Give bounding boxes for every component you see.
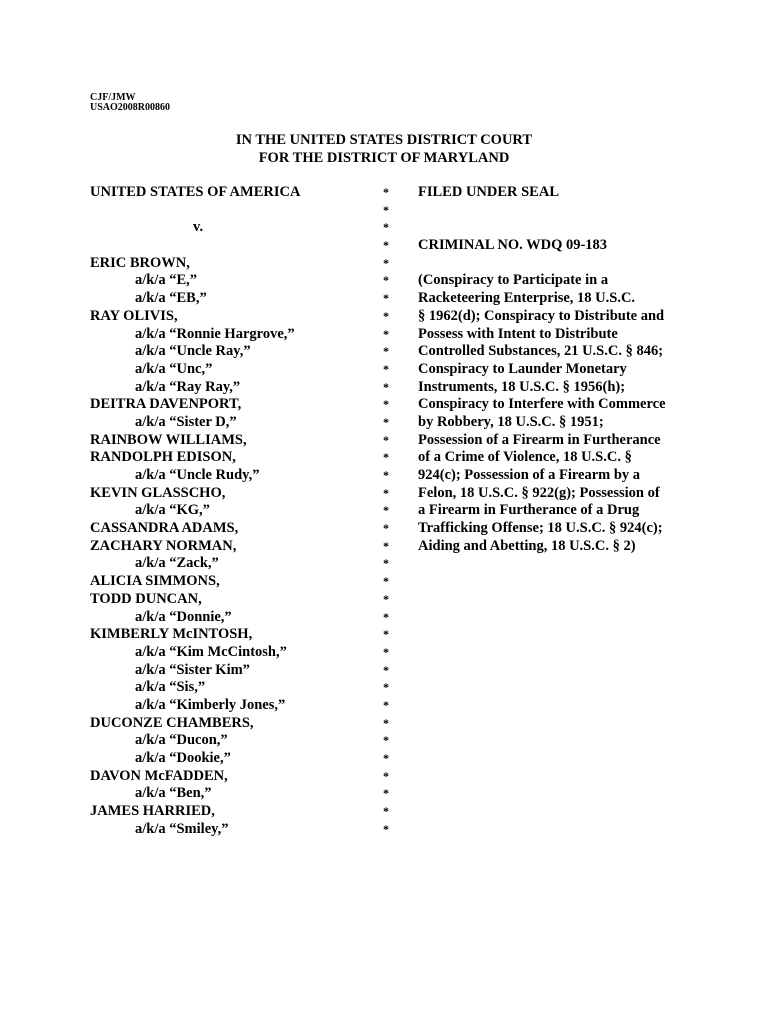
case-info-column [418, 184, 718, 555]
blank-line [418, 255, 718, 273]
party-alias: a/k/a “Zack,” [135, 555, 219, 572]
party-name: DAVON McFADDEN, [90, 767, 228, 784]
party-name: ALICIA SIMMONS, [90, 573, 220, 590]
asterisk-mark: * [383, 574, 389, 589]
party-name: RAINBOW WILLIAMS, [90, 431, 247, 448]
versus-label: v. [193, 219, 204, 236]
charges-line: Conspiracy to Launder Monetary [418, 360, 627, 377]
court-header [0, 132, 768, 167]
criminal-case-number: CRIMINAL NO. WDQ 09-183 [418, 237, 608, 254]
asterisk-mark: * [383, 273, 389, 288]
party-alias: a/k/a “Ronnie Hargrove,” [135, 325, 295, 342]
asterisk-mark: * [383, 344, 389, 359]
charges-line: § 1962(d); Conspiracy to Distribute and [418, 307, 665, 324]
party-alias: a/k/a “Uncle Ray,” [135, 343, 251, 360]
charges-line: Possession of a Firearm in Furtherance [418, 431, 661, 448]
asterisk-mark: * [383, 468, 389, 482]
asterisk-mark: * [383, 291, 389, 306]
party-alias: a/k/a “Donnie,” [135, 608, 232, 625]
party-name: RAY OLIVIS, [90, 307, 178, 324]
party-alias: a/k/a “KG,” [135, 502, 210, 519]
asterisk-mark: * [383, 414, 389, 429]
party-name: ERIC BROWN, [90, 254, 190, 271]
asterisk-mark: * [383, 733, 389, 748]
asterisk-mark: * [383, 786, 389, 801]
asterisk-mark: * [383, 627, 389, 642]
parties-column [90, 184, 375, 838]
asterisk-mark: * [383, 521, 389, 536]
party-alias: a/k/a “EB,” [135, 290, 207, 307]
asterisk-mark: * [383, 715, 389, 730]
party-alias: a/k/a “Unc,” [135, 360, 213, 377]
charges-line: of a Crime of Violence, 18 U.S.C. § [418, 449, 632, 466]
asterisk-mark: * [383, 220, 389, 235]
asterisk-mark: * [383, 609, 389, 624]
party-alias: a/k/a “Smiley,” [135, 820, 229, 837]
party-name: JAMES HARRIED, [90, 803, 215, 820]
party-alias: a/k/a “Ben,” [135, 785, 212, 802]
asterisk-mark: * [383, 768, 389, 783]
party-alias: a/k/a “Kim McCintosh,” [135, 643, 287, 660]
party-alias: a/k/a “Kimberly Jones,” [135, 696, 286, 713]
party-name: KIMBERLY McINTOSH, [90, 626, 253, 643]
asterisk-mark: * [383, 202, 389, 217]
charges-line: Trafficking Offense; 18 U.S.C. § 924(c); [418, 520, 663, 537]
asterisk-mark: * [383, 397, 389, 412]
party-name: DUCONZE CHAMBERS, [90, 714, 254, 731]
asterisk-mark: * [383, 697, 389, 712]
charges-line: Controlled Substances, 21 U.S.C. § 846; [418, 343, 664, 360]
asterisk-mark: * [383, 308, 389, 323]
asterisk-mark: * [383, 450, 389, 465]
party-alias: a/k/a “E,” [135, 272, 198, 289]
asterisk-mark: * [383, 680, 389, 695]
party-alias: a/k/a “Ray Ray,” [135, 378, 241, 395]
asterisk-mark: * [383, 185, 389, 199]
charges-line: Possess with Intent to Distribute [418, 325, 618, 342]
party-name: DEITRA DAVENPORT, [90, 396, 242, 413]
charges-line: Aiding and Abetting, 18 U.S.C. § 2) [418, 537, 636, 554]
asterisk-mark: * [383, 821, 389, 836]
charges-line: Conspiracy to Interfere with Commerce [418, 396, 666, 413]
asterisk-mark: * [383, 255, 389, 270]
party-name: TODD DUNCAN, [90, 590, 202, 607]
party-name: ZACHARY NORMAN, [90, 537, 237, 554]
asterisk-mark: * [383, 238, 389, 253]
party-alias: a/k/a “Ducon,” [135, 732, 228, 749]
blank-line [418, 202, 718, 220]
asterisk-mark: * [383, 538, 389, 553]
charges-line: Felon, 18 U.S.C. § 922(g); Possession of [418, 484, 660, 501]
party-alias: a/k/a “Sis,” [135, 679, 206, 696]
blank-line [90, 237, 375, 255]
charges-line: by Robbery, 18 U.S.C. § 1951; [418, 413, 604, 430]
attorney-initials: CJF/JMW [90, 92, 136, 103]
court-district: FOR THE DISTRICT OF MARYLAND [258, 149, 510, 166]
asterisk-mark: * [383, 591, 389, 606]
asterisk-mark: * [383, 503, 389, 518]
charges-line: Instruments, 18 U.S.C. § 1956(h); [418, 378, 626, 395]
blank-line [418, 219, 718, 237]
asterisk-mark: * [383, 361, 389, 376]
asterisk-mark: * [383, 644, 389, 659]
charges-line: a Firearm in Furtherance of a Drug [418, 502, 640, 519]
charges-line: Racketeering Enterprise, 18 U.S.C. [418, 290, 636, 307]
asterisk-mark: * [383, 804, 389, 819]
asterisk-mark: * [383, 662, 389, 677]
charges-line: (Conspiracy to Participate in a [418, 272, 609, 289]
usao-number: USAO2008R00860 [90, 102, 171, 113]
court-name: IN THE UNITED STATES DISTRICT COURT [235, 132, 533, 148]
asterisk-mark: * [383, 432, 389, 447]
party-alias: a/k/a “Dookie,” [135, 750, 231, 766]
party-name: KEVIN GLASSCHO, [90, 484, 226, 501]
file-reference-codes [90, 93, 170, 113]
charges-line: 924(c); Possession of a Firearm by a [418, 467, 641, 483]
party-alias: a/k/a “Sister D,” [135, 413, 237, 430]
party-name: RANDOLPH EDISON, [90, 449, 236, 466]
asterisk-mark: * [383, 379, 389, 394]
asterisk-mark: * [383, 751, 389, 765]
asterisk-divider [383, 184, 395, 838]
party-alias: a/k/a “Uncle Rudy,” [135, 467, 260, 483]
party-name: UNITED STATES OF AMERICA [90, 184, 301, 200]
sealed-notice: FILED UNDER SEAL [418, 184, 559, 200]
asterisk-mark: * [383, 556, 389, 571]
asterisk-mark: * [383, 485, 389, 500]
party-alias: a/k/a “Sister Kim” [135, 661, 250, 678]
asterisk-mark: * [383, 326, 389, 341]
blank-line [90, 202, 375, 220]
party-name: CASSANDRA ADAMS, [90, 520, 239, 537]
